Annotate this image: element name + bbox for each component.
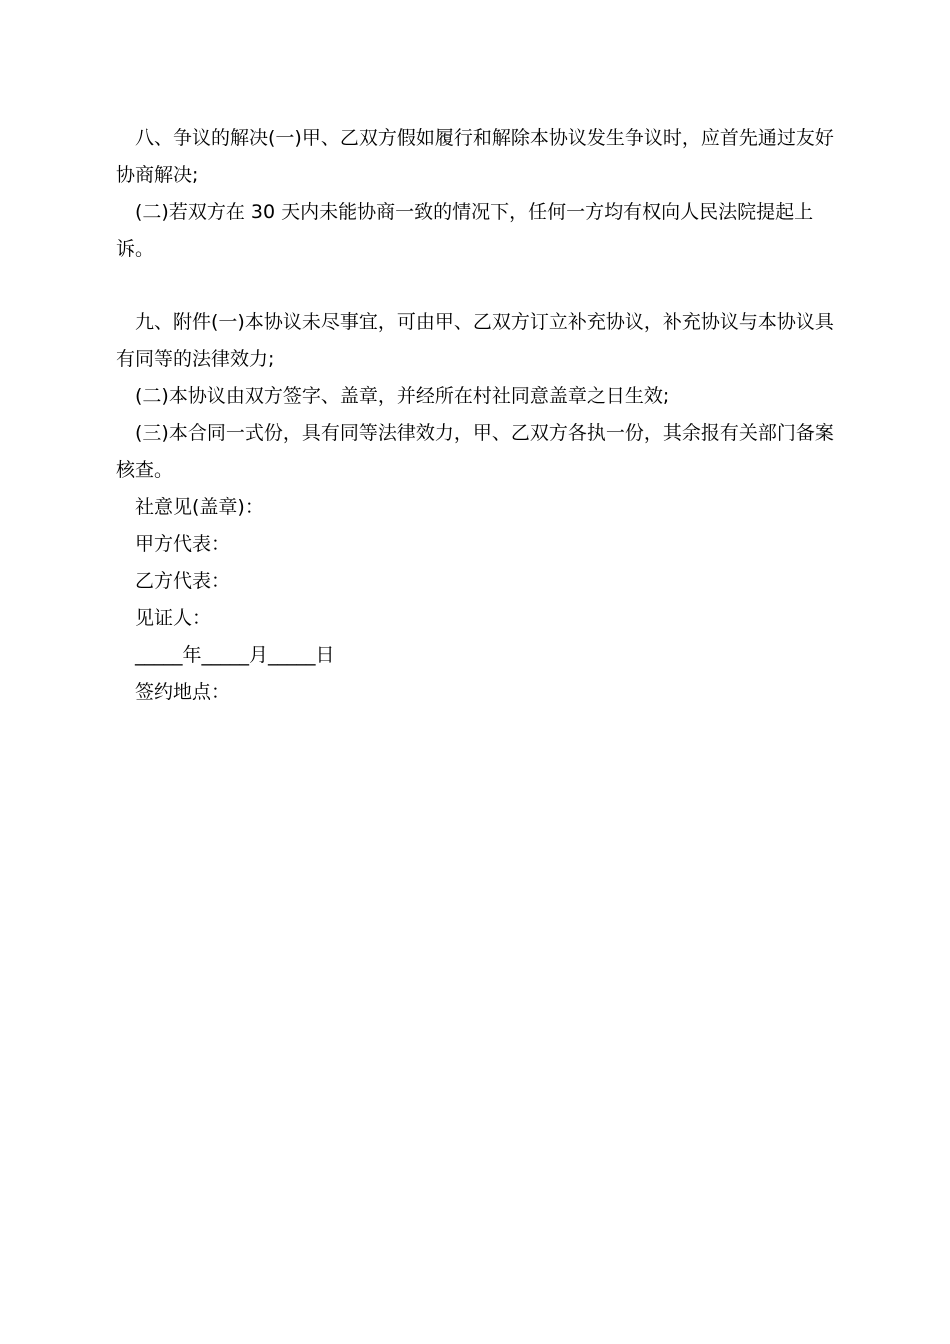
section9-paragraph-1: 九、附件(一)本协议未尽事宜，可由甲、乙双方订立补充协议，补充协议与本协议具有同等的法律效力; xyxy=(116,311,834,370)
witness-label: 见证人： xyxy=(135,607,212,629)
section8-paragraph-2: (二)若双方在 30 天内未能协商一致的情况下，任何一方均有权向人民法院提起上诉。 xyxy=(116,201,814,260)
party-b-representative-label: 乙方代表： xyxy=(135,570,231,592)
document-body xyxy=(116,120,851,711)
signing-place-label: 签约地点： xyxy=(135,681,231,703)
section9-paragraph-2: (二)本协议由双方签字、盖章，并经所在村社同意盖章之日生效; xyxy=(135,385,670,407)
society-opinion-label: 社意见(盖章)： xyxy=(135,496,264,518)
section-spacer xyxy=(116,268,851,304)
section9-paragraph-3: (三)本合同一式份，具有同等法律效力，甲、乙双方各执一份，其余报有关部门备案核查。 xyxy=(116,422,834,481)
party-a-representative-label: 甲方代表： xyxy=(135,533,231,555)
date-line: _____年_____月_____日 xyxy=(135,644,335,666)
section8-paragraph-1: 八、争议的解决(一)甲、乙双方假如履行和解除本协议发生争议时，应首先通过友好协商解决; xyxy=(116,127,834,186)
